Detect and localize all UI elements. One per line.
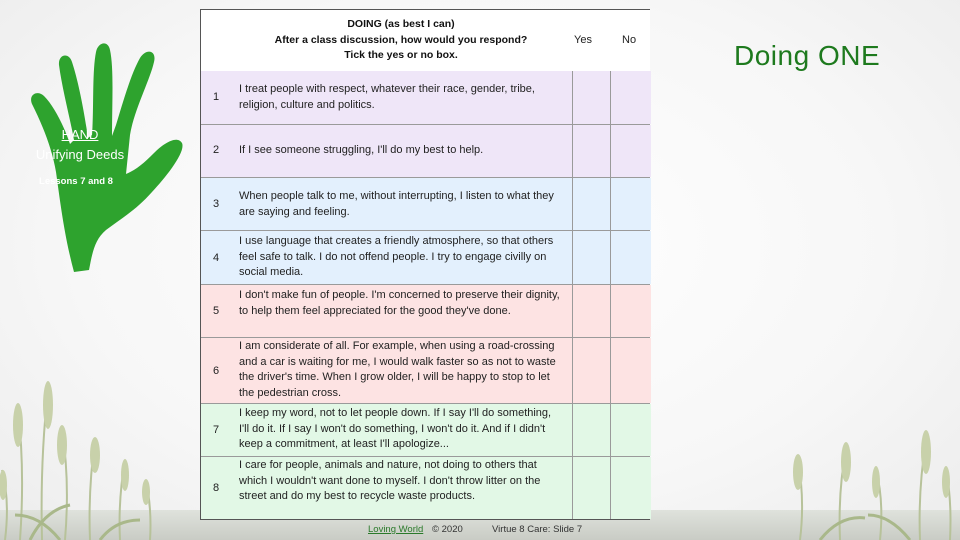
footer-copyright: © 2020: [432, 524, 463, 535]
yes-checkbox[interactable]: [572, 71, 611, 124]
table-row: [201, 338, 650, 404]
table-row: [201, 125, 650, 178]
hand-title[interactable]: HAND: [61, 127, 99, 142]
row-number: 5: [213, 305, 220, 317]
row-number: 8: [213, 482, 220, 494]
header-line-3: Tick the yes or no box.: [344, 49, 458, 61]
yes-checkbox[interactable]: [572, 231, 611, 284]
row-text: I use language that creates a friendly atmosphere, so that others feel safe to talk. I do not offend people. I try to engage civilly on social media.: [239, 235, 554, 278]
yes-checkbox[interactable]: [572, 125, 611, 177]
footer-slide-label: Virtue 8 Care: Slide 7: [492, 524, 583, 535]
row-number: 2: [213, 144, 220, 156]
no-checkbox[interactable]: [610, 457, 651, 519]
row-text: I care for people, animals and nature, not doing to others that which I wouldn't want done to myself. I don't throw litter on the street and do my best to recycle waste products.: [239, 459, 541, 502]
hand-lessons: Lessons 7 and 8: [39, 176, 113, 187]
table-row: [201, 178, 650, 231]
yes-checkbox[interactable]: [572, 457, 611, 519]
doing-checklist-table: [200, 9, 650, 520]
row-text: I am considerate of all. For example, when using a road-crossing and a car is waiting for me, I would walk faster so as not to waste the driver's time. When I grow older, I will be happy to stop to let the pedestrian cross.: [239, 340, 556, 399]
yes-checkbox[interactable]: [572, 178, 611, 230]
row-number: 6: [213, 365, 220, 377]
table-row: [201, 71, 650, 125]
row-number: 7: [213, 424, 220, 436]
no-checkbox[interactable]: [610, 285, 651, 337]
grass-right-decoration: [760, 390, 960, 540]
yes-checkbox[interactable]: [572, 338, 611, 403]
row-number: 3: [213, 198, 220, 210]
no-checkbox[interactable]: [610, 178, 651, 230]
row-text: I don't make fun of people. I'm concerned to preserve their dignity, to help them feel appreciated for the good they've done.: [239, 289, 560, 317]
row-number: 4: [213, 252, 220, 264]
header-question: [241, 17, 561, 64]
yes-checkbox[interactable]: [572, 285, 611, 337]
footer-loving-world-link[interactable]: Loving World: [368, 524, 424, 535]
no-checkbox[interactable]: [610, 404, 651, 456]
row-text: I treat people with respect, whatever their race, gender, tribe, religion, culture and politics.: [239, 83, 535, 111]
table-row: [201, 404, 650, 457]
no-checkbox[interactable]: [610, 231, 651, 284]
no-checkbox[interactable]: [610, 71, 651, 124]
header-line-1: DOING (as best I can): [347, 18, 455, 30]
table-row: [201, 285, 650, 338]
header-yes: Yes: [574, 34, 592, 46]
header-no: No: [622, 34, 637, 46]
yes-checkbox[interactable]: [572, 404, 611, 456]
hand-subtitle: Unifying Deeds: [35, 147, 125, 162]
row-number: 1: [213, 91, 220, 103]
row-text: If I see someone struggling, I'll do my best to help.: [239, 144, 484, 156]
table-header: [201, 10, 650, 72]
table-row: [201, 457, 650, 519]
header-line-2: After a class discussion, how would you respond?: [274, 33, 528, 46]
row-text: I keep my word, not to let people down. If I say I'll do something, I'll do it. If I say I won't do something, I won't do it. And if I didn't keep a commitment, at least I'll apologize...: [239, 407, 552, 450]
table-row: [201, 231, 650, 285]
no-checkbox[interactable]: [610, 125, 651, 177]
no-checkbox[interactable]: [610, 338, 651, 403]
slide-title: Doing ONE: [734, 40, 881, 71]
row-text: When people talk to me, without interrupting, I listen to what they are saying and feeling.: [239, 190, 554, 218]
grass-left-decoration: [0, 320, 200, 540]
